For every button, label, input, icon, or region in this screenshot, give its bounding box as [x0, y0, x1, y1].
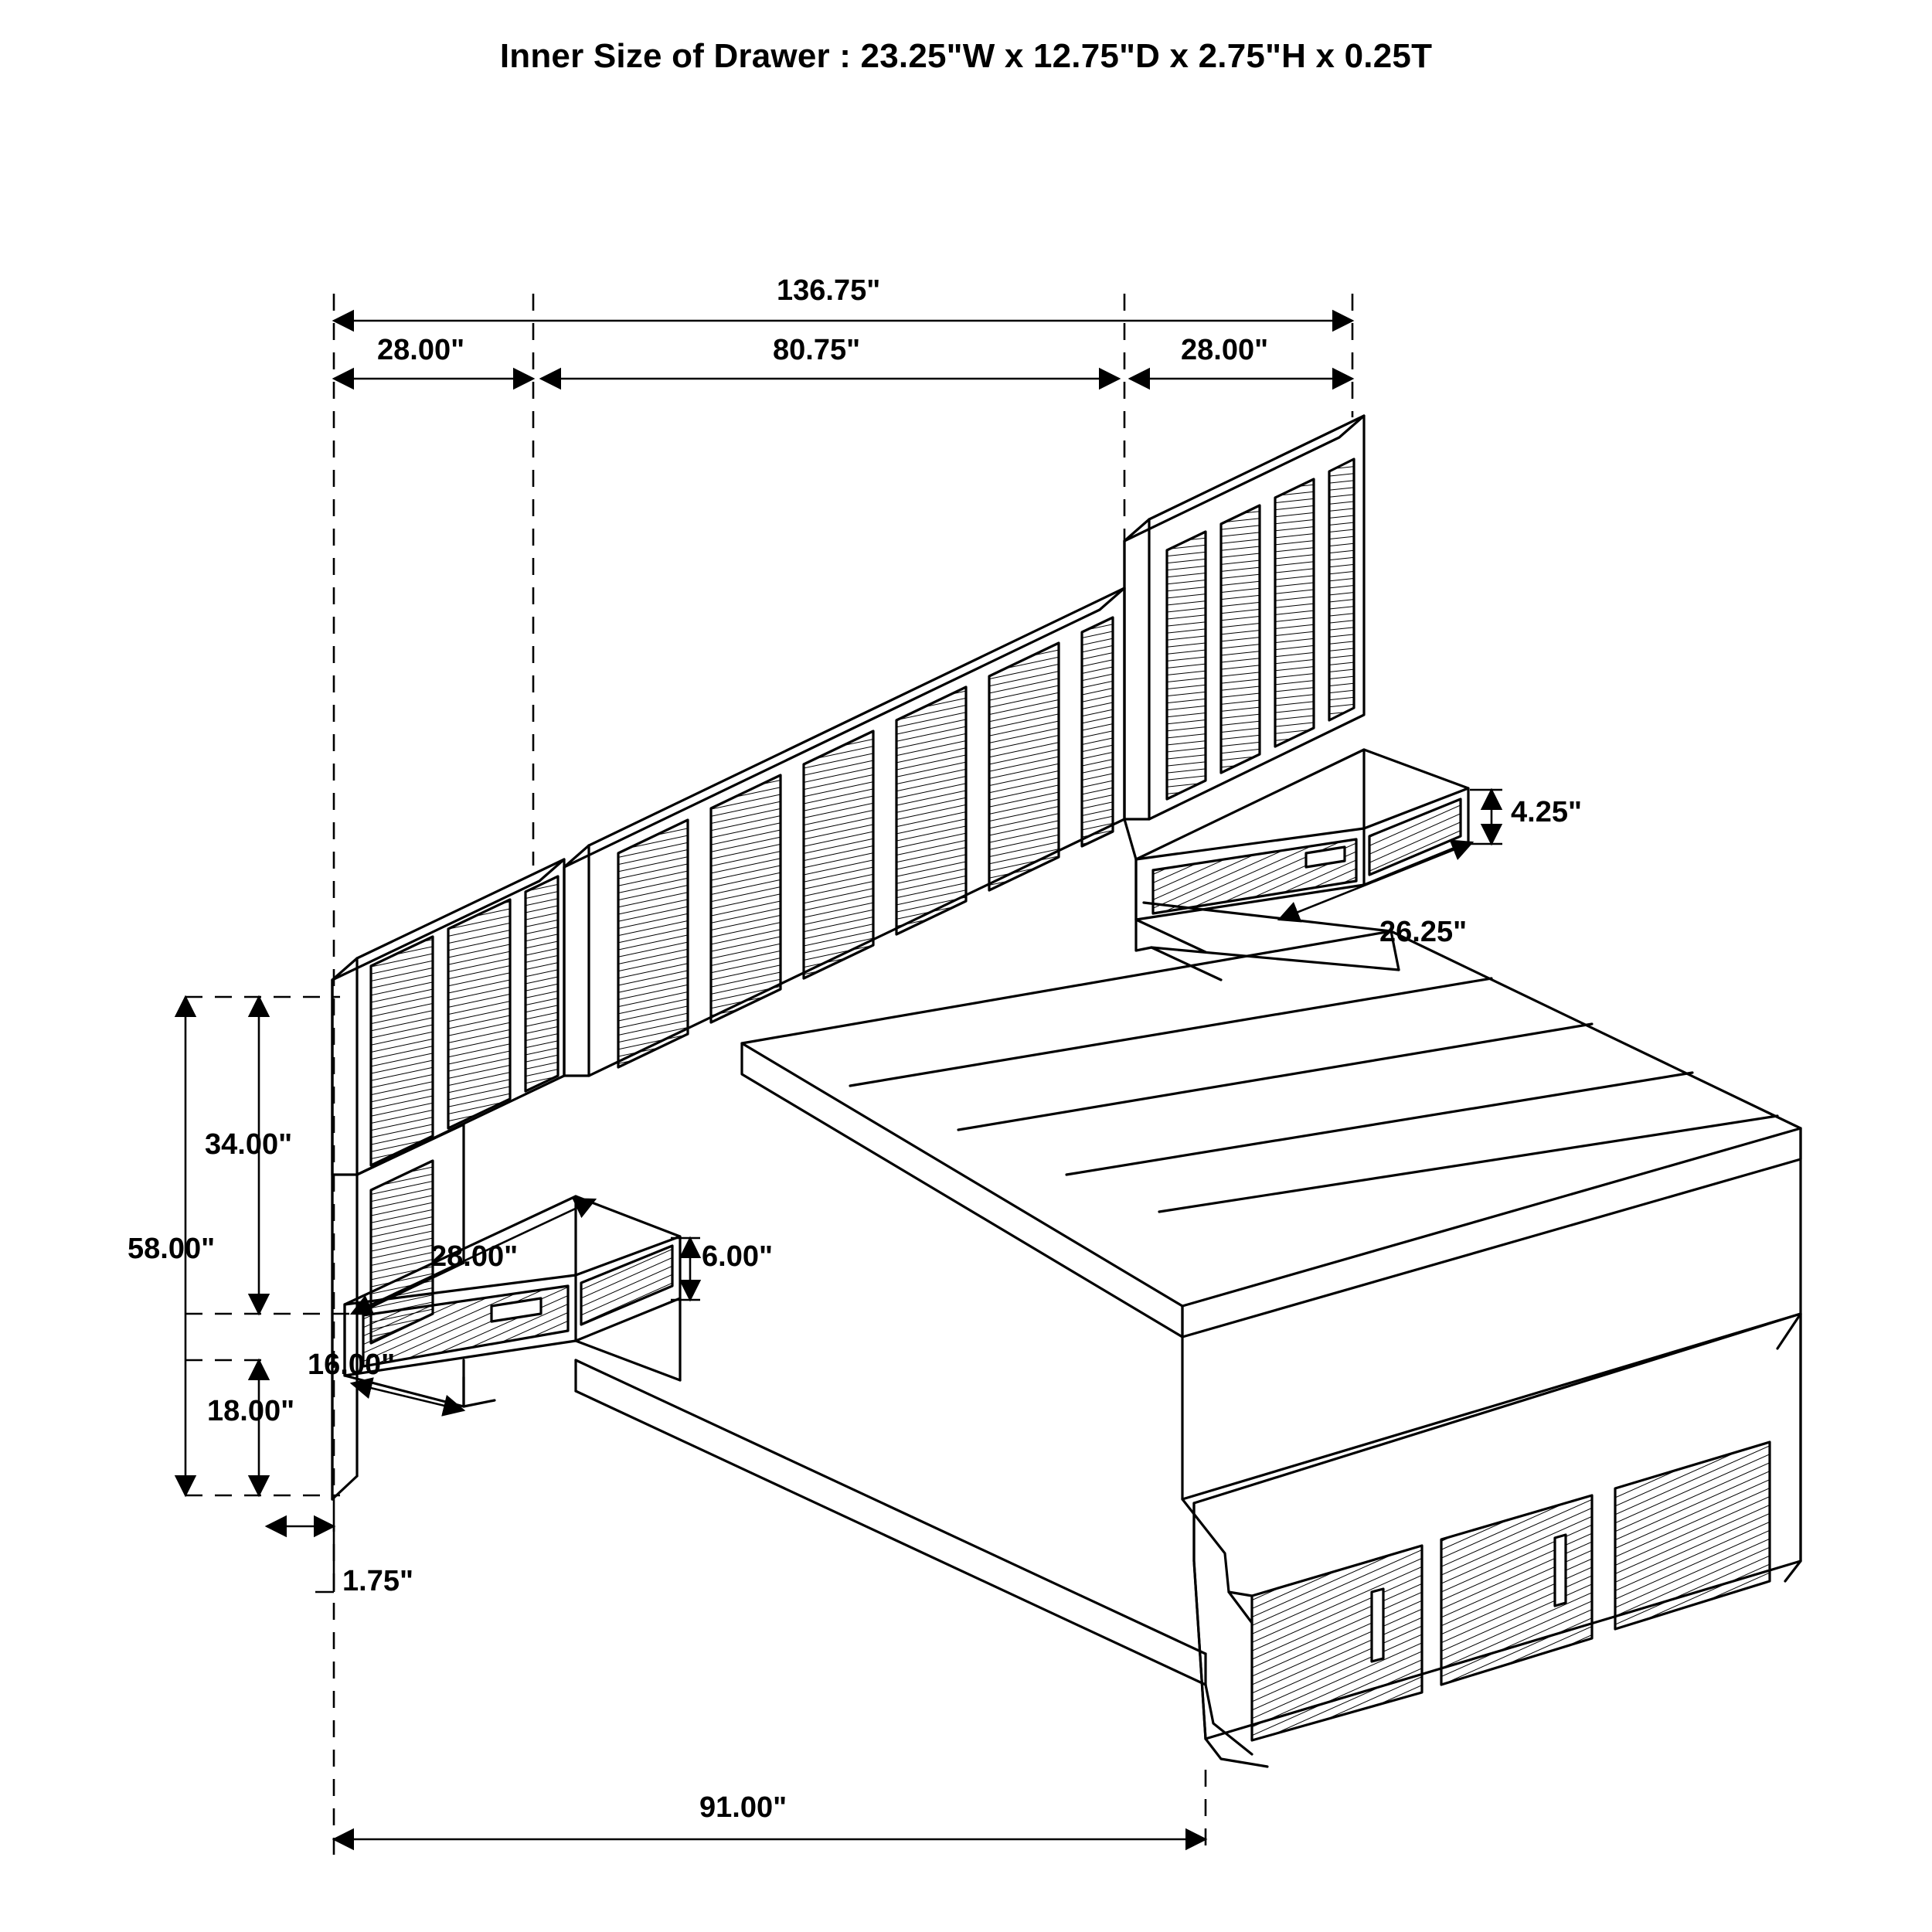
dimension-label-overall-depth: 91.00": [699, 1791, 787, 1824]
dimension-label-right-drawer-height: 4.25": [1511, 796, 1582, 828]
dimension-label-left-drawer-height: 6.00": [702, 1240, 773, 1273]
dimension-label-clearance-height: 18.00": [207, 1395, 295, 1427]
bed-outline: [332, 416, 1801, 1767]
dimension-label-right-nightstand-depth: 26.25": [1379, 916, 1468, 948]
dimension-label-overall-height: 58.00": [128, 1233, 216, 1265]
dimension-label-left-panel-width: 28.00": [377, 334, 465, 366]
dimension-label-overall-width: 136.75": [777, 274, 881, 307]
dimension-label-center-panel-width: 80.75": [773, 334, 861, 366]
dimension-label-base-offset: 1.75": [342, 1565, 413, 1597]
dimension-label-headboard-height: 34.00": [205, 1128, 293, 1161]
page-title: Inner Size of Drawer : 23.25"W x 12.75"D x 2.75"H x 0.25T: [499, 37, 1433, 75]
dimension-label-right-panel-width: 28.00": [1181, 334, 1269, 366]
dimension-label-left-nightstand-width: 28.00": [430, 1240, 519, 1273]
dimension-label-left-nightstand-depth: 16.00": [308, 1349, 396, 1381]
